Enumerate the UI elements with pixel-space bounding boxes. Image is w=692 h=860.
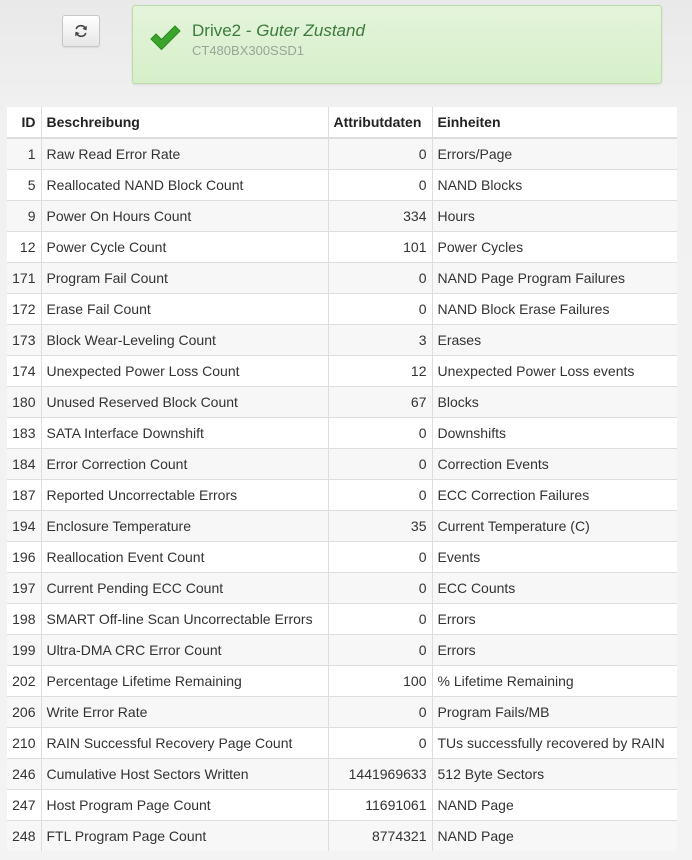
attribute-id-cell: 183 bbox=[7, 418, 41, 449]
table-row[interactable] bbox=[7, 728, 677, 759]
attribute-description-cell: Host Program Page Count bbox=[41, 790, 328, 821]
attribute-id-cell: 171 bbox=[7, 263, 41, 294]
attribute-unit-cell: NAND Page bbox=[432, 790, 677, 821]
attribute-unit-cell: Program Fails/MB bbox=[432, 697, 677, 728]
refresh-button[interactable] bbox=[62, 15, 100, 47]
drive-name: Drive2 bbox=[192, 21, 242, 40]
attribute-value-cell: 0 bbox=[328, 542, 432, 573]
attribute-description-cell: Erase Fail Count bbox=[41, 294, 328, 325]
column-header-unit[interactable]: Einheiten bbox=[432, 107, 677, 138]
attribute-description-cell: Enclosure Temperature bbox=[41, 511, 328, 542]
attribute-value-cell: 3 bbox=[328, 325, 432, 356]
attribute-description-cell: SMART Off-line Scan Uncorrectable Errors bbox=[41, 604, 328, 635]
attribute-value-cell: 0 bbox=[328, 449, 432, 480]
attribute-unit-cell: Power Cycles bbox=[432, 232, 677, 263]
column-header-id[interactable]: ID bbox=[7, 107, 41, 138]
attribute-id-cell: 5 bbox=[7, 170, 41, 201]
attribute-unit-cell: Blocks bbox=[432, 387, 677, 418]
attribute-unit-cell: % Lifetime Remaining bbox=[432, 666, 677, 697]
table-row[interactable] bbox=[7, 138, 677, 170]
attribute-value-cell: 0 bbox=[328, 263, 432, 294]
table-row[interactable] bbox=[7, 201, 677, 232]
attribute-description-cell: Power Cycle Count bbox=[41, 232, 328, 263]
attribute-unit-cell: Errors/Page bbox=[432, 138, 677, 170]
table-row[interactable] bbox=[7, 325, 677, 356]
attribute-unit-cell: Correction Events bbox=[432, 449, 677, 480]
attribute-unit-cell: NAND Blocks bbox=[432, 170, 677, 201]
attribute-id-cell: 174 bbox=[7, 356, 41, 387]
attribute-description-cell: Error Correction Count bbox=[41, 449, 328, 480]
attribute-unit-cell: ECC Counts bbox=[432, 573, 677, 604]
drive-status-panel bbox=[132, 5, 662, 84]
table-row[interactable] bbox=[7, 480, 677, 511]
attribute-unit-cell: Erases bbox=[432, 325, 677, 356]
attribute-description-cell: Program Fail Count bbox=[41, 263, 328, 294]
table-row[interactable] bbox=[7, 573, 677, 604]
attribute-unit-cell: Unexpected Power Loss events bbox=[432, 356, 677, 387]
attribute-id-cell: 180 bbox=[7, 387, 41, 418]
attribute-value-cell: 8774321 bbox=[328, 821, 432, 852]
attribute-value-cell: 12 bbox=[328, 356, 432, 387]
attribute-value-cell: 35 bbox=[328, 511, 432, 542]
table-row[interactable] bbox=[7, 790, 677, 821]
table-row[interactable] bbox=[7, 232, 677, 263]
table-row[interactable] bbox=[7, 635, 677, 666]
attribute-id-cell: 196 bbox=[7, 542, 41, 573]
attribute-description-cell: Raw Read Error Rate bbox=[41, 138, 328, 170]
attribute-id-cell: 202 bbox=[7, 666, 41, 697]
attribute-id-cell: 194 bbox=[7, 511, 41, 542]
table-row[interactable] bbox=[7, 387, 677, 418]
attribute-description-cell: FTL Program Page Count bbox=[41, 821, 328, 852]
table-row[interactable] bbox=[7, 542, 677, 573]
attribute-value-cell: 1441969633 bbox=[328, 759, 432, 790]
attribute-description-cell: Block Wear-Leveling Count bbox=[41, 325, 328, 356]
attribute-unit-cell: ECC Correction Failures bbox=[432, 480, 677, 511]
table-row[interactable] bbox=[7, 511, 677, 542]
attribute-id-cell: 184 bbox=[7, 449, 41, 480]
attribute-unit-cell: NAND Block Erase Failures bbox=[432, 294, 677, 325]
attribute-id-cell: 199 bbox=[7, 635, 41, 666]
attribute-id-cell: 198 bbox=[7, 604, 41, 635]
attribute-value-cell: 0 bbox=[328, 138, 432, 170]
attribute-id-cell: 247 bbox=[7, 790, 41, 821]
attribute-value-cell: 334 bbox=[328, 201, 432, 232]
attribute-unit-cell: Downshifts bbox=[432, 418, 677, 449]
attribute-value-cell: 101 bbox=[328, 232, 432, 263]
attribute-description-cell: Percentage Lifetime Remaining bbox=[41, 666, 328, 697]
attribute-id-cell: 248 bbox=[7, 821, 41, 852]
drive-status-title bbox=[192, 21, 365, 41]
attribute-unit-cell: NAND Page bbox=[432, 821, 677, 852]
title-separator: - bbox=[241, 21, 257, 40]
attribute-value-cell: 100 bbox=[328, 666, 432, 697]
attribute-value-cell: 67 bbox=[328, 387, 432, 418]
table-row[interactable] bbox=[7, 759, 677, 790]
attribute-id-cell: 12 bbox=[7, 232, 41, 263]
attribute-unit-cell: Errors bbox=[432, 604, 677, 635]
attribute-description-cell: Reported Uncorrectable Errors bbox=[41, 480, 328, 511]
attribute-description-cell: Current Pending ECC Count bbox=[41, 573, 328, 604]
attribute-value-cell: 0 bbox=[328, 573, 432, 604]
attribute-value-cell: 0 bbox=[328, 728, 432, 759]
attribute-description-cell: Power On Hours Count bbox=[41, 201, 328, 232]
attribute-description-cell: Unexpected Power Loss Count bbox=[41, 356, 328, 387]
table-row[interactable] bbox=[7, 418, 677, 449]
attribute-description-cell: Cumulative Host Sectors Written bbox=[41, 759, 328, 790]
attribute-value-cell: 0 bbox=[328, 604, 432, 635]
table-row[interactable] bbox=[7, 170, 677, 201]
attribute-description-cell: Reallocation Event Count bbox=[41, 542, 328, 573]
attribute-description-cell: RAIN Successful Recovery Page Count bbox=[41, 728, 328, 759]
table-row[interactable] bbox=[7, 821, 677, 852]
attribute-value-cell: 0 bbox=[328, 480, 432, 511]
attribute-description-cell: Reallocated NAND Block Count bbox=[41, 170, 328, 201]
table-row[interactable] bbox=[7, 356, 677, 387]
table-row[interactable] bbox=[7, 294, 677, 325]
attribute-unit-cell: 512 Byte Sectors bbox=[432, 759, 677, 790]
attribute-unit-cell: Current Temperature (C) bbox=[432, 511, 677, 542]
table-row[interactable] bbox=[7, 697, 677, 728]
table-row[interactable] bbox=[7, 449, 677, 480]
attribute-description-cell: Write Error Rate bbox=[41, 697, 328, 728]
attribute-id-cell: 173 bbox=[7, 325, 41, 356]
attribute-unit-cell: Errors bbox=[432, 635, 677, 666]
attribute-unit-cell: Events bbox=[432, 542, 677, 573]
attribute-id-cell: 1 bbox=[7, 138, 41, 170]
attribute-id-cell: 210 bbox=[7, 728, 41, 759]
attribute-value-cell: 0 bbox=[328, 418, 432, 449]
drive-model: CT480BX300SSD1 bbox=[192, 43, 305, 58]
attribute-description-cell: Unused Reserved Block Count bbox=[41, 387, 328, 418]
column-header-description[interactable]: Beschreibung bbox=[41, 107, 328, 138]
column-header-value[interactable]: Attributdaten bbox=[328, 107, 432, 138]
attribute-description-cell: SATA Interface Downshift bbox=[41, 418, 328, 449]
table-header-row bbox=[7, 107, 677, 138]
attribute-value-cell: 0 bbox=[328, 294, 432, 325]
attribute-value-cell: 0 bbox=[328, 635, 432, 666]
attribute-unit-cell: NAND Page Program Failures bbox=[432, 263, 677, 294]
attribute-id-cell: 187 bbox=[7, 480, 41, 511]
drive-health-state: Guter Zustand bbox=[256, 21, 365, 40]
smart-attributes-table bbox=[7, 107, 677, 851]
attribute-unit-cell: Hours bbox=[432, 201, 677, 232]
attribute-id-cell: 9 bbox=[7, 201, 41, 232]
attribute-value-cell: 11691061 bbox=[328, 790, 432, 821]
attribute-id-cell: 206 bbox=[7, 697, 41, 728]
table-row[interactable] bbox=[7, 666, 677, 697]
attribute-id-cell: 172 bbox=[7, 294, 41, 325]
table-row[interactable] bbox=[7, 604, 677, 635]
attribute-value-cell: 0 bbox=[328, 170, 432, 201]
attribute-description-cell: Ultra-DMA CRC Error Count bbox=[41, 635, 328, 666]
attribute-id-cell: 246 bbox=[7, 759, 41, 790]
attribute-id-cell: 197 bbox=[7, 573, 41, 604]
table-row[interactable] bbox=[7, 263, 677, 294]
checkmark-icon bbox=[149, 24, 181, 57]
attribute-unit-cell: TUs successfully recovered by RAIN bbox=[432, 728, 677, 759]
smart-attributes-table-container bbox=[7, 107, 677, 851]
attribute-value-cell: 0 bbox=[328, 697, 432, 728]
refresh-icon bbox=[73, 23, 89, 39]
